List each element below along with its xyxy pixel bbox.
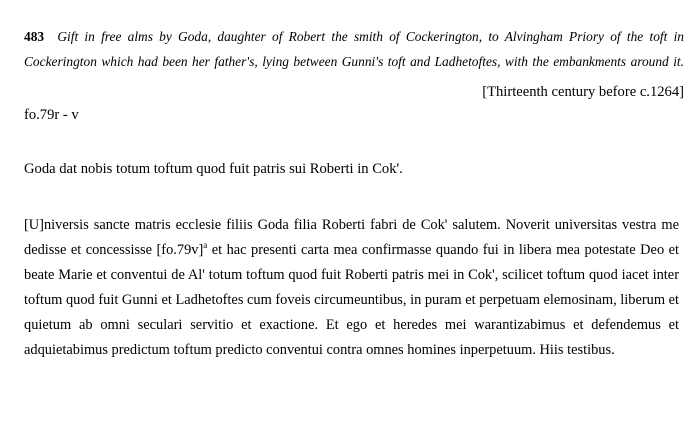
charter-summary: Goda dat nobis totum toftum quod fuit patris sui Roberti in Cok'. <box>24 161 403 177</box>
charter-title: Gift in free alms by Goda, daughter of Robert the smith of Cockerington, to Alvingham Priory of the toft in Cockerington which had been her father's, lying between Gunni's toft and Ladhetoftes, with the embankments around it. <box>24 29 684 69</box>
charter-heading <box>24 24 684 74</box>
charter-date: [Thirteenth century before c.1264] <box>482 84 684 100</box>
charter-number: 483 <box>24 29 45 44</box>
footnote-marker[interactable]: a <box>203 240 208 251</box>
folio-reference: fo.79r - v <box>24 107 79 123</box>
charter-text-part2: et hac presenti carta mea confirmasse quando fui in libera mea potestate Deo et beate Marie et conventui de Al' totum toftum quod fuit Roberti patris mei in Cok', scilicet toftum quod iacet inter toftum quod fuit Gunni et Ladhetoftes cum foveis circumeuntibus, in puram et perpetuam elemosinam, liberum et quietum ab omni seculari servitio et exactione. Et ego et heredes mei warantizabimus et defendemus et adquietabimus predictum toftum predicto conventui contra omnes homines inperpetuum. Hiis testibus. <box>24 242 680 358</box>
charter-text <box>24 213 679 363</box>
charter-text-part1: [U]niversis sancte matris ecclesie filiis Goda filia Roberti fabri de Cok' salutem. Noverit universitas vestra me dedisse et concessisse [fo.79v] <box>24 217 679 258</box>
